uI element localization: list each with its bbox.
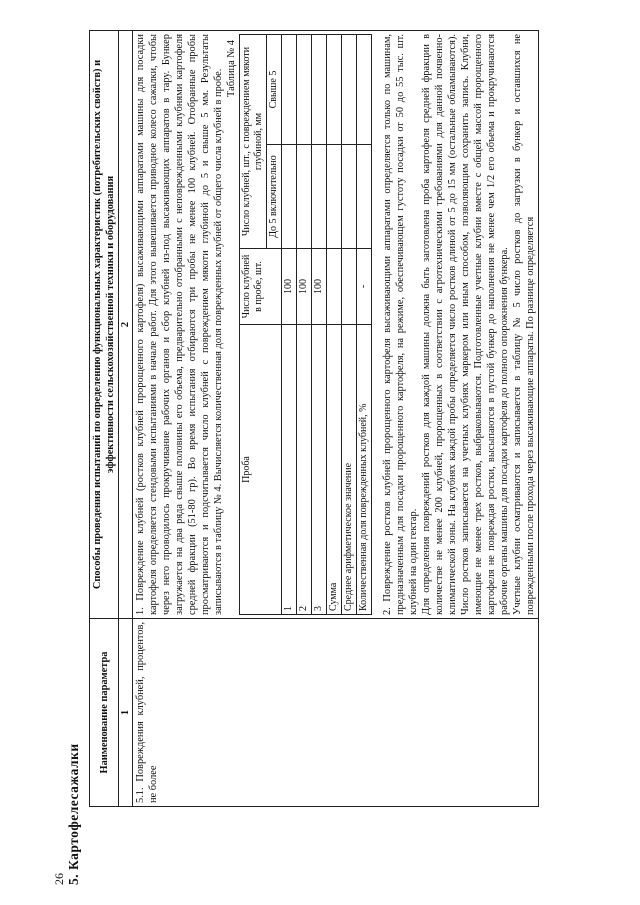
inner-row-label: 2 [297, 325, 312, 615]
main-table [89, 30, 539, 807]
page-number: 26 [52, 873, 66, 885]
inner-header-count: Число клубней в пробе, шт. [240, 249, 282, 325]
section-title: 5. Картофелесажалки [66, 743, 81, 885]
inner-table-caption: Таблица № 4 [226, 40, 237, 97]
inner-row-sum [327, 35, 342, 615]
inner-row-mean [342, 35, 357, 615]
inner-row [312, 35, 327, 615]
inner-row-over5 [312, 35, 327, 145]
table-row [133, 31, 539, 807]
inner-row-count: 100 [282, 249, 297, 325]
inner-row-upto5 [282, 145, 297, 249]
column-number: 1 [119, 619, 133, 807]
inner-header-sample: Проба [240, 325, 282, 615]
column-number-row [119, 31, 133, 807]
inner-share-label: Количественная доля поврежденных клубней, % [357, 325, 372, 615]
inner-header-upto5: До 5 включительно [267, 145, 282, 249]
method-paragraph: Для определения повреждений ростков для каждой машины должна быть заготовлена проба картофеля средней фракции в количестве не менее 200 клубней, пророщенных в соответствии с агротехническими требованиями для данной почвенно-климатической зоны. На клубнях каждой пробы определяется число ростков длиной от 5 до 15 мм (остальные обламываются). Число ростков записывается на учетных клубнях маркером или иным способом, позволяющим сохранить запись. Клубни, имеющие не менее трех ростков, выбраковываются. Подготовленные учетные клубни вместе с общей массой пророщенного картофеля не повреждая ростки, высыпаются в пустой бункер до наполнения не менее чем 1/2 его объема и прокручиваются рабочие органы машины для посадки картофеля до полного опорожнения бункера. [421, 34, 510, 615]
inner-sum-label: Сумма [327, 325, 342, 615]
method-paragraph: Учетные клубни осматриваются и записывается в таблицу № 5 число ростков до загрузки в бункер и оставшихся не поврежденными после прохода через высаживающие аппараты. По разнице определяется [512, 34, 536, 615]
inner-row-over5 [282, 35, 297, 145]
inner-row-upto5 [312, 145, 327, 249]
header-row [90, 31, 119, 807]
inner-row-label: 1 [282, 325, 297, 615]
column-number: 2 [119, 31, 133, 619]
param-name: 5.1. Повреждения клубней, процентов, не более [133, 619, 539, 807]
inner-mean-label: Среднее арифметическое значение [342, 325, 357, 615]
inner-header-damaged: Число клубней, шт., с повреждением мякоти глубиной, мм [240, 35, 267, 249]
inner-row-count: 100 [312, 249, 327, 325]
inner-row [282, 35, 297, 615]
inner-row-over5 [297, 35, 312, 145]
inner-row-share [357, 35, 372, 615]
inner-row [297, 35, 312, 615]
inner-row-count: 100 [297, 249, 312, 325]
inner-row-upto5 [297, 145, 312, 249]
method-paragraph: 2. Повреждение ростков клубней пророщенного картофеля высаживающими аппаратами определяется только по машинам, предназначенным для посадки пророщенного картофеля, на режиме, обеспечивающем густоту посадки от 50 до 55 тыс. шт. клубней на один гектар. [382, 34, 419, 615]
inner-header-over5: Свыше 5 [267, 35, 282, 145]
inner-share-count: - [357, 249, 372, 325]
method-header: Способы проведения испытаний по определению функциональных характеристик (потребительских свойств) и эффективности сельскохозяйственной техники и оборудования [90, 31, 119, 619]
param-header: Наименование параметра [90, 619, 119, 807]
method-paragraph: 1. Повреждение клубней (ростков клубней пророщенного картофеля) высаживающими аппаратами машины для посадки картофеля определяется стендовыми испытаниями в начале работ. Для этого вывешивается приводное колесо сажалки, чтобы через него проводилось прокручивание рабочих органов и сбор клубней из-под высаживающих аппаратов в тару. Бункер загружается на два ряда свыше половины его объема, предварительно отобранными с неповрежденными клубнями картофеля средней фракции (51-80 гр). Во время испытания отбираются три пробы не менее 100 клубней. Отобранные пробы просматриваются и подсчитывается число клубней с повреждением мякоти глубиной до 5 и свыше 5 мм. Результаты записываются в таблицу № 4. Вычисляется количественная доля поврежденных клубней от общего числа клубней в пробе. [135, 34, 224, 615]
inner-row-label: 3 [312, 325, 327, 615]
method-description [133, 31, 539, 619]
inner-table [239, 34, 372, 615]
